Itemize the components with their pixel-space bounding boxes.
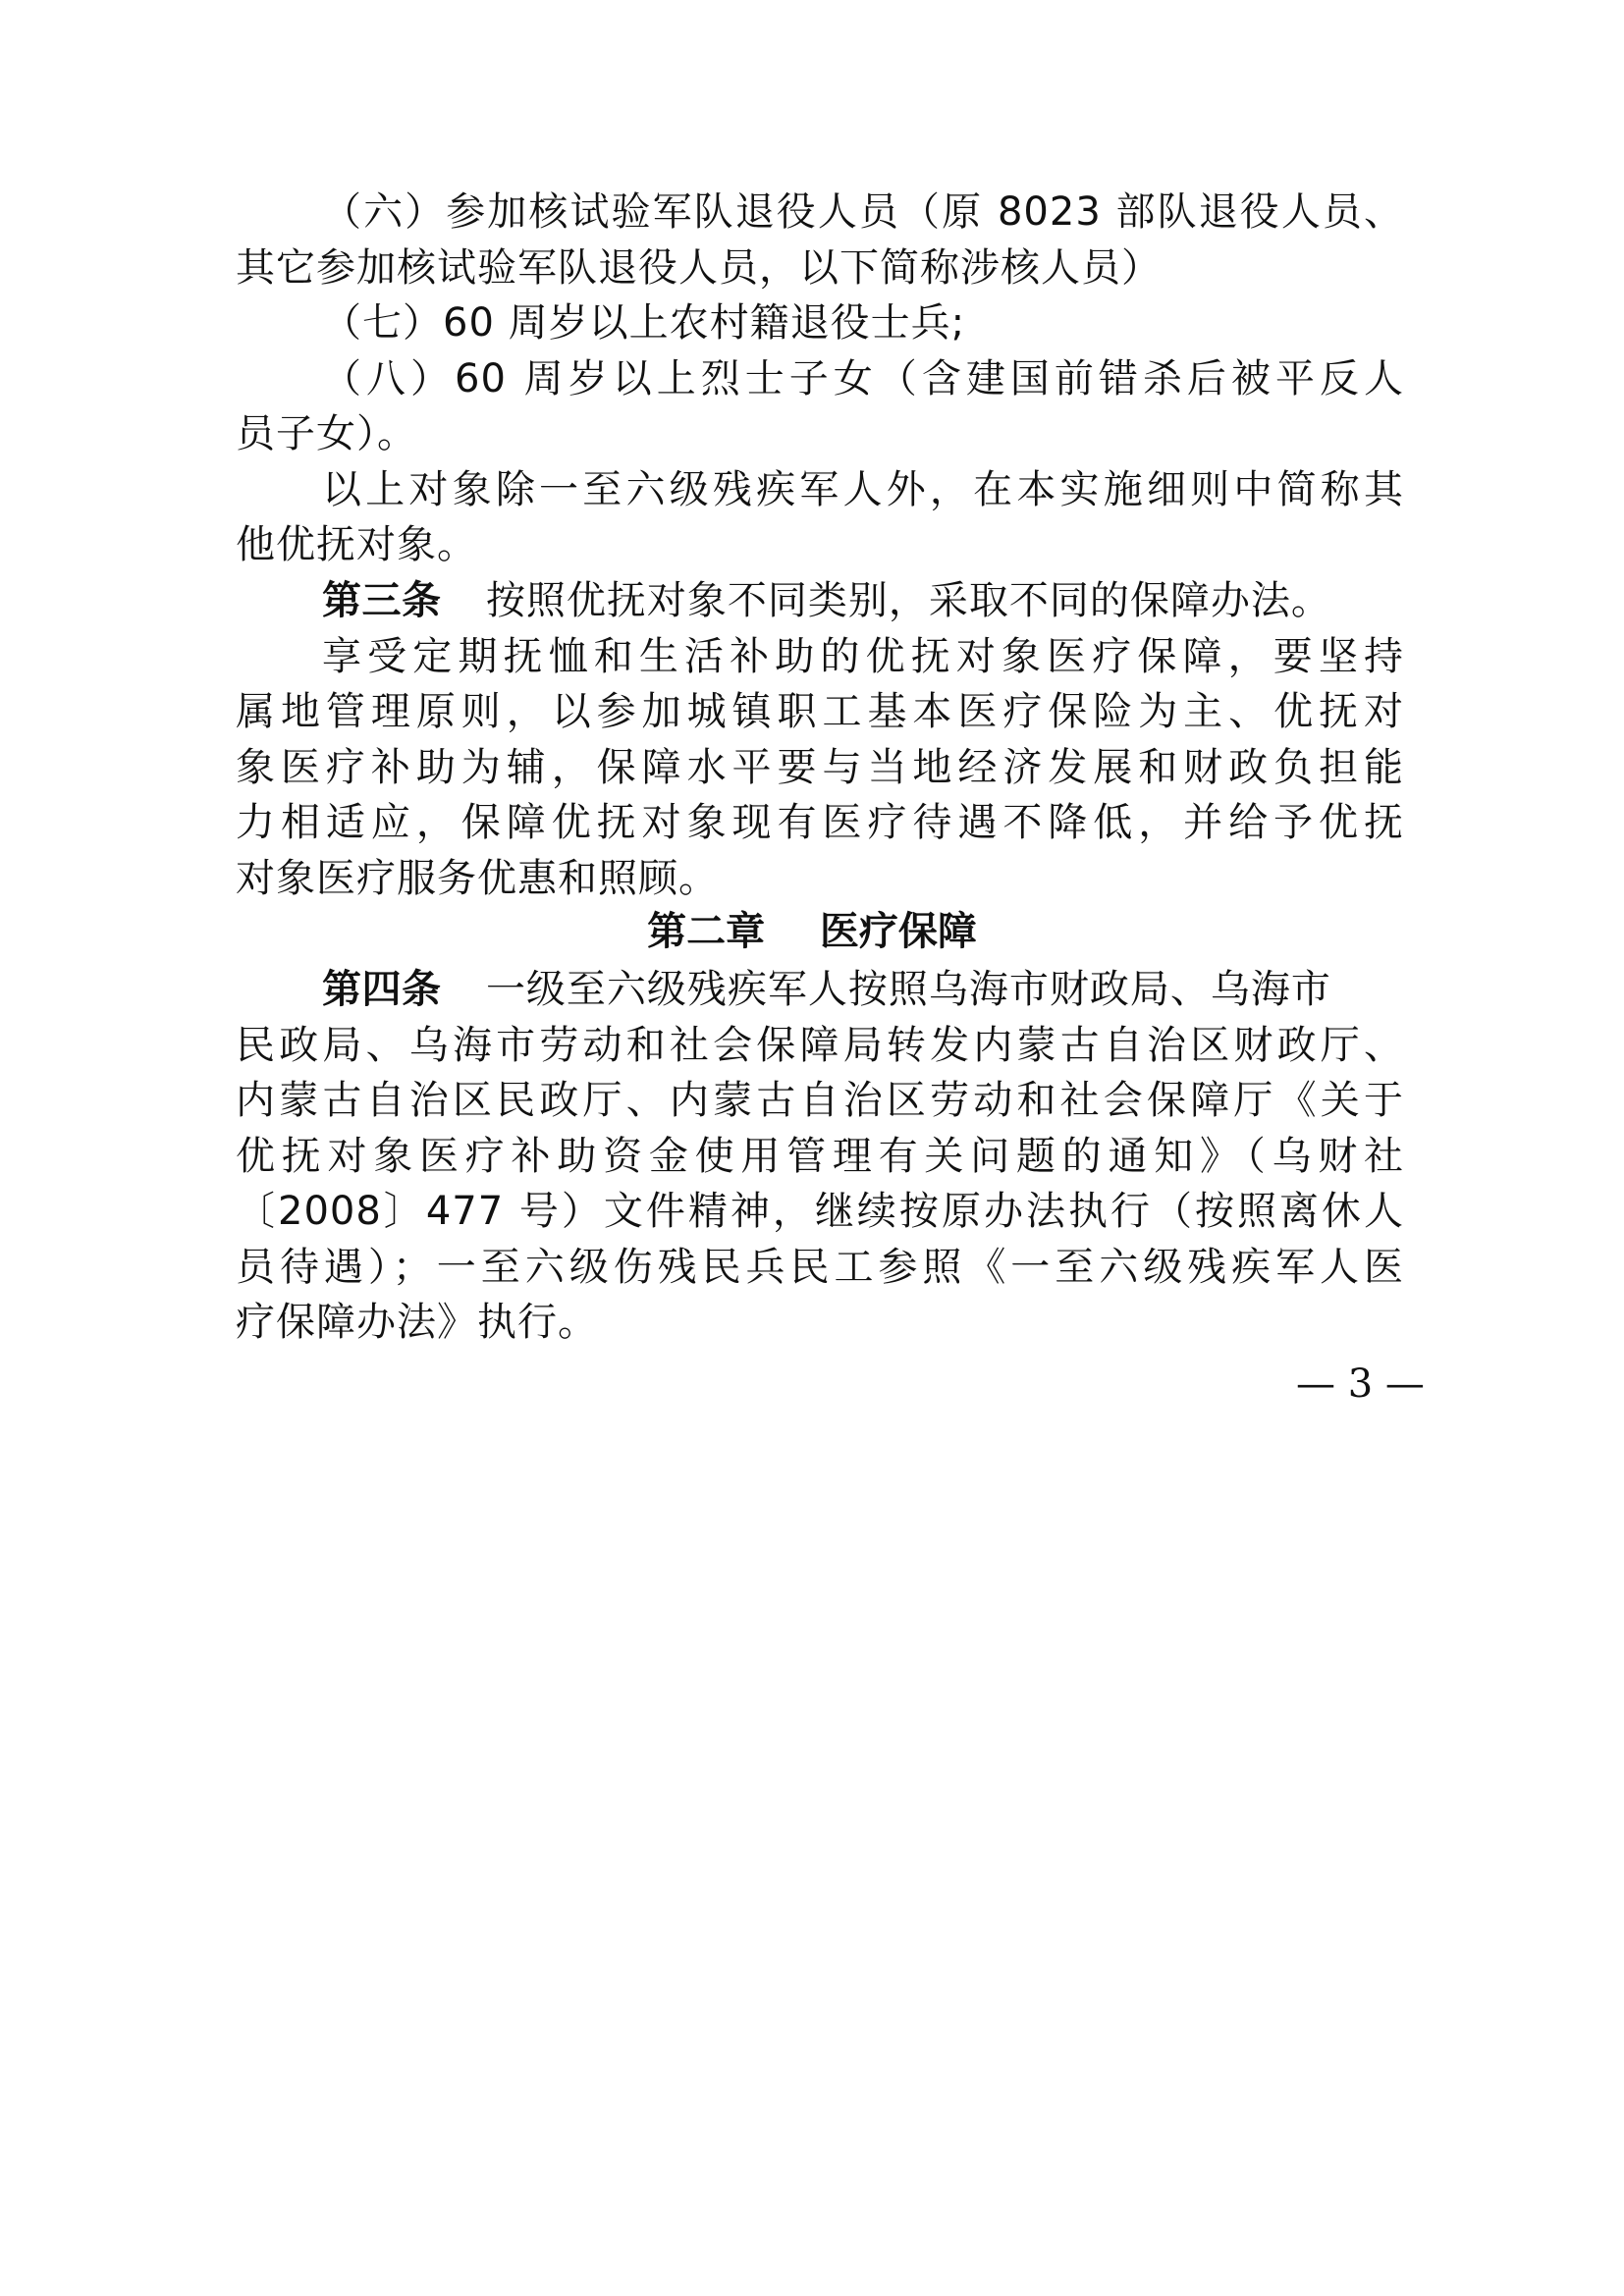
article-three-line xyxy=(322,577,1404,624)
chapter-heading: 第二章 医疗保障 xyxy=(647,909,977,954)
text-line: （六）参加核试验军队退役人员（原 8023 部队退役人员、 xyxy=(322,189,1404,235)
text-line: 员待遇）；一至六级伤残民兵民工参照《一至六级残疾军人医 xyxy=(236,1245,1404,1290)
text-line: 疗保障办法》执行。 xyxy=(236,1300,598,1345)
article-label: 第三条 xyxy=(322,578,442,623)
text-line: 其它参加核试验军队退役人员，以下简称涉核人员） xyxy=(236,245,1162,291)
text-line: 以上对象除一至六级残疾军人外，在本实施细则中简称其 xyxy=(322,467,1404,512)
article-four-line xyxy=(322,966,1404,1013)
article-label: 第四条 xyxy=(322,967,442,1012)
text-line: 属地管理原则，以参加城镇职工基本医疗保险为主、优抚对 xyxy=(236,689,1404,734)
text-line: 他优抚对象。 xyxy=(236,522,477,567)
text-line: 〔2008〕477 号）文件精神，继续按原办法执行（按照离休人 xyxy=(236,1189,1404,1234)
text-line: 内蒙古自治区民政厅、内蒙古自治区劳动和社会保障厅《关于 xyxy=(236,1078,1404,1123)
text-line: 优抚对象医疗补助资金使用管理有关问题的通知》（乌财社 xyxy=(236,1134,1404,1179)
text-line: 象医疗补助为辅，保障水平要与当地经济发展和财政负担能 xyxy=(236,745,1404,790)
article-text: 按照优抚对象不同类别，采取不同的保障办法。 xyxy=(485,578,1331,623)
text-line: 民政局、乌海市劳动和社会保障局转发内蒙古自治区财政厅、 xyxy=(236,1023,1404,1068)
text-line: 享受定期抚恤和生活补助的优抚对象医疗保障，要坚持 xyxy=(322,634,1404,679)
text-line: 对象医疗服务优惠和照顾。 xyxy=(236,856,719,901)
page-number: — 3 — xyxy=(1296,1362,1425,1407)
text-line: （七）60 周岁以上农村籍退役士兵; xyxy=(322,300,966,346)
text-line: （八）60 周岁以上烈士子女（含建国前错杀后被平反人 xyxy=(322,356,1404,401)
text-line: 员子女）。 xyxy=(236,411,417,456)
article-text: 一级至六级残疾军人按照乌海市财政局、乌海市 xyxy=(485,967,1331,1012)
text-line: 力相适应，保障优抚对象现有医疗待遇不降低，并给予优抚 xyxy=(236,800,1404,845)
